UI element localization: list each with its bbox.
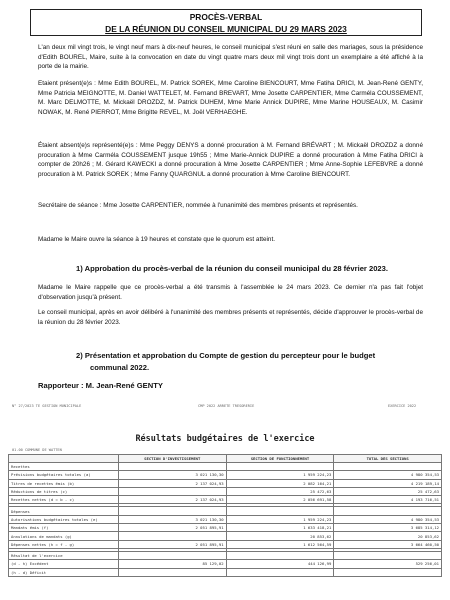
rapporteur-line: Rapporteur : M. Jean-René GENTY: [38, 381, 163, 390]
present-members-paragraph: Etaient présent(e)s : Mme Edith BOUREL, M. Patrick SOREK, Mme Caroline BIENCOURT, Mme Fatiha DRICI, M. Jean-René GENTY, Mme Patricia MEIGNOTTE, M. Daniel WATTELET, M. Fernand BREVART, Mme Josette CARPENTIER, Mme Carméla COUSSEMENT, M. Marc DELMOTTE, M. Mickaël DROZDZ, M. Patrick DUHEM, Mme Marie Annick DUPIRE, Mme Marine HOUSEAUX, M. Casimir NOWAK, M. René PIERROT, Mme Brigitte REVEL, M. Joël VERHAEGHE.: [38, 80, 423, 116]
column-header: SECTION DE FONCTIONNEMENT: [226, 455, 334, 463]
table-row: [9, 540, 442, 548]
value-cell: 3 685 314,12: [334, 524, 442, 532]
value-cell: 529 256,01: [334, 560, 442, 568]
value-cell: 85 129,02: [118, 560, 226, 568]
value-cell: 2 051 895,91: [118, 524, 226, 532]
value-cell: 3 021 130,30: [118, 471, 226, 479]
value-cell: 4 980 354,53: [334, 471, 442, 479]
row-label-cell: Dépenses: [9, 507, 119, 515]
value-cell: [226, 568, 334, 576]
table-row: [9, 471, 442, 479]
value-cell: [226, 551, 334, 559]
table-body: [9, 463, 442, 577]
value-cell: [334, 507, 442, 515]
document-subtitle: DE LA RÉUNION DU CONSEIL MUNICIPAL DU 29 MARS 2023: [105, 24, 347, 34]
absent-members-paragraph: Étaient absent(e)s représenté(e)s : Mme Peggy DENYS a donné procuration à M. Fernand BRÉVART ; M. Mickaël DROZDZ a donné procuration à Mme Carméla COUSSEMENT jusque 19h55 ; Mme Marie-Annick DUPIRE a donné procuration à Mme Fatiha DRICI à compter de 20h26 ; M. Gérard KAWECKI a donné procuration à Mme Josette CARPENTIER ; Mme Anne-Sophie LEFEBVRE a donné procuration à M. Patrick SOREK ; Mme Fanny QUARGNUL a donné procuration à Mme Caroline BIENCOURT.: [38, 142, 423, 178]
value-cell: 3 664 460,50: [334, 540, 442, 548]
item2-heading-continued: communal 2022.: [90, 363, 150, 372]
value-cell: [334, 463, 442, 471]
row-label-cell: Mandats émis (f): [9, 524, 119, 532]
row-label-cell: Dépenses nettes (h = f - g): [9, 540, 119, 548]
value-cell: [118, 463, 226, 471]
table-row: [9, 479, 442, 487]
value-cell: 25 472,63: [226, 487, 334, 495]
value-cell: 2 051 895,91: [118, 540, 226, 548]
row-label-cell: Prévisions budgétaires totales (a): [9, 471, 119, 479]
table-header-row: [9, 455, 442, 463]
opening-paragraph: Madame le Maire ouvre la séance à 19 heures et constate que le quorum est atteint.: [38, 236, 275, 243]
value-cell: 20 853,62: [226, 532, 334, 540]
column-header: TOTAL DES SECTIONS: [334, 455, 442, 463]
value-cell: 3 021 130,30: [118, 515, 226, 523]
row-label-cell: Réductions de titres (c): [9, 487, 119, 495]
value-cell: 2 056 691,58: [226, 496, 334, 504]
scanned-results-image: [8, 402, 442, 592]
row-label-cell: (h - d) Déficit: [9, 568, 119, 576]
value-cell: 4 193 716,51: [334, 496, 442, 504]
value-cell: 444 126,99: [226, 560, 334, 568]
value-cell: 1 612 564,59: [226, 540, 334, 548]
item1-heading: 1) Approbation du procès-verbal de la réunion du conseil municipal du 28 février 2023.: [76, 264, 388, 273]
row-label-cell: Résultat de l'exercice: [9, 551, 119, 559]
value-cell: [334, 568, 442, 576]
document-title-box: [30, 9, 422, 36]
value-cell: 2 137 024,93: [118, 496, 226, 504]
table-row: [9, 515, 442, 523]
table-row: [9, 487, 442, 495]
value-cell: [226, 463, 334, 471]
table-row: [9, 568, 442, 576]
table-row: [9, 532, 442, 540]
column-header: [9, 455, 119, 463]
row-label-cell: Recettes: [9, 463, 119, 471]
scan-header: [8, 402, 442, 412]
value-cell: 1 959 224,23: [226, 471, 334, 479]
table-row: [9, 463, 442, 471]
value-cell: 2 082 164,21: [226, 479, 334, 487]
scan-header-center: CMP 2022 ARRETE TRESORERIE: [198, 404, 255, 408]
row-label-cell: (d - h) Excédent: [9, 560, 119, 568]
scan-header-left: N° 27/2023 TE GESTION MUNICIPALE: [12, 404, 82, 408]
item1-text-1: Madame le Maire rappelle que ce procès-verbal a été transmis à l'assemblée le 24 mars 2023. Ce dernier n'a pas fait l'objet d'observation jusqu'à présent.: [38, 284, 423, 301]
value-cell: 4 980 354,53: [334, 515, 442, 523]
row-label-cell: Recettes nettes (d = b - c): [9, 496, 119, 504]
intro-paragraph: L'an deux mil vingt trois, le vingt neuf mars à dix-neuf heures, le conseil municipal s'est réuni en salle des mariages, sous la présidence d'Edith BOUREL, Maire, suite à la convocation en date du vingt quatre mars deux mil vingt trois dont un exemplaire a été affiché à la porte de la mairie.: [38, 44, 423, 71]
table-row: [9, 524, 442, 532]
item1-text-2: Le conseil municipal, après en avoir délibéré à l'unanimité des membres présents et représentés, décide d'approuver le procès-verbal de la réunion du 28 février 2023.: [38, 309, 423, 326]
document-title: PROCÈS-VERBAL: [189, 12, 263, 22]
scan-subtitle: 01.00 COMMUNE DE WATTEN: [12, 448, 62, 452]
value-cell: [118, 487, 226, 495]
table-row: [9, 507, 442, 515]
table-row: [9, 560, 442, 568]
value-cell: [118, 568, 226, 576]
budget-results-table: [8, 454, 442, 577]
value-cell: 1 959 224,23: [226, 515, 334, 523]
row-label-cell: Titres de recettes émis (b): [9, 479, 119, 487]
value-cell: [118, 551, 226, 559]
value-cell: [334, 551, 442, 559]
row-label-cell: Autorisations budgétaires totales (e): [9, 515, 119, 523]
scan-header-right: EXERCICE 2022: [388, 404, 417, 408]
value-cell: [118, 532, 226, 540]
table-row: [9, 551, 442, 559]
scan-title: Résultats budgétaires de l'exercice: [135, 434, 315, 444]
value-cell: 1 633 418,21: [226, 524, 334, 532]
item2-heading: 2) Présentation et approbation du Compte de gestion du percepteur pour le budget: [76, 351, 376, 360]
value-cell: 25 472,63: [334, 487, 442, 495]
secretary-paragraph: Secrétaire de séance : Mme Josette CARPENTIER, nommée à l'unanimité des membres présents et représentés.: [38, 202, 358, 209]
row-label-cell: Annulations de mandats (g): [9, 532, 119, 540]
value-cell: [118, 507, 226, 515]
value-cell: 20 853,62: [334, 532, 442, 540]
column-header: SECTION D'INVESTISSEMENT: [118, 455, 226, 463]
value-cell: 2 137 024,93: [118, 479, 226, 487]
value-cell: 4 219 189,14: [334, 479, 442, 487]
value-cell: [226, 507, 334, 515]
table-row: [9, 496, 442, 504]
